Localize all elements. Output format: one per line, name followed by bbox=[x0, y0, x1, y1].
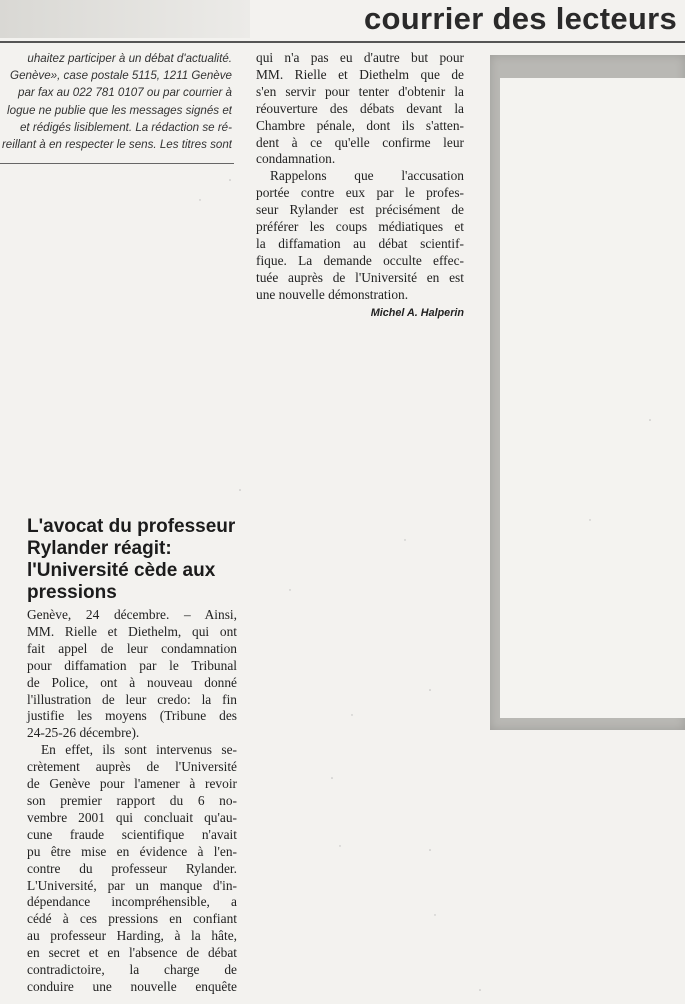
text-line: Genève, 24 décembre. – Ainsi, bbox=[27, 607, 237, 622]
text-line: son premier rapport du 6 no- bbox=[27, 792, 237, 808]
text-line: vembre 2001 qui concluait qu'au- bbox=[27, 809, 237, 825]
intro-line: par fax au 022 781 0107 ou par courrier à bbox=[18, 86, 232, 100]
intro-line: logue ne publie que les messages signés et bbox=[7, 103, 232, 117]
intro-notice bbox=[0, 50, 232, 153]
section-title: courrier des lecteurs bbox=[364, 1, 677, 36]
text-line: condamnation. bbox=[256, 151, 336, 167]
text-line: de Police, ont à nouveau donné bbox=[27, 674, 237, 690]
text-line: contre du professeur Rylander. bbox=[27, 860, 237, 876]
article-body-column bbox=[27, 607, 237, 996]
text-line: 24-25-26 décembre). bbox=[27, 725, 140, 741]
text-line: de Genève pour l'amener à revoir bbox=[27, 776, 237, 792]
intro-line: Genève», case postale 5115, 1211 Genève bbox=[10, 69, 232, 83]
text-line: au professeur Harding, à la hâte, bbox=[27, 928, 237, 944]
text-line: tuée auprès de l'Université en est bbox=[256, 269, 464, 285]
headline-line: l'Université cède aux bbox=[27, 560, 216, 581]
text-line: la diffamation au débat scientif- bbox=[256, 235, 464, 251]
text-line: pour diffamation par le Tribunal bbox=[27, 657, 237, 673]
text-line: cédé à ces pressions en confiant bbox=[27, 911, 237, 927]
intro-divider bbox=[0, 163, 234, 164]
text-line: fait appel de leur condamnation bbox=[27, 640, 237, 656]
text-line: pu être mise en évidence à l'en- bbox=[27, 843, 237, 859]
article-headline bbox=[27, 516, 262, 604]
letter-continuation-column bbox=[256, 50, 464, 319]
text-line: s'en servir pour tenter d'obtenir la bbox=[256, 83, 464, 99]
intro-line: reillant à en respecter le sens. Les titres sont bbox=[1, 138, 232, 152]
text-line: seur Rylander est précisément de bbox=[256, 202, 464, 218]
text-line: une nouvelle démonstration. bbox=[256, 286, 409, 302]
headline-line: L'avocat du professeur bbox=[27, 516, 236, 537]
text-line: l'illustration de leur credo: la fin bbox=[27, 691, 237, 707]
text-line: Rappelons que l'accusation bbox=[270, 168, 464, 184]
text-line: Chambre pénale, dont ils s'atten- bbox=[256, 117, 464, 133]
text-line: contradictoire, la charge de bbox=[27, 962, 237, 978]
text-line: qui n'a pas eu d'autre but pour bbox=[256, 50, 464, 65]
text-line: dépendance incompréhensible, a bbox=[27, 894, 237, 910]
text-line: fique. La demande occulte effec- bbox=[256, 252, 464, 268]
headline-line: pressions bbox=[27, 582, 117, 603]
text-line: réouverture des débats devant la bbox=[256, 100, 464, 116]
text-line: L'Université, par un manque d'in- bbox=[27, 877, 237, 893]
header-rule bbox=[0, 41, 685, 43]
intro-line: uhaitez participer à un débat d'actualité. bbox=[27, 52, 232, 65]
text-line: En effet, ils sont intervenus se- bbox=[41, 742, 237, 758]
text-line: MM. Rielle et Diethelm que de bbox=[256, 66, 464, 82]
text-line: justifie les moyens (Tribune des bbox=[27, 708, 237, 724]
text-line: MM. Rielle et Diethelm, qui ont bbox=[27, 623, 237, 639]
bleed-through-banner bbox=[0, 0, 250, 38]
adjacent-panel-body bbox=[500, 78, 685, 718]
letter-signature: Michel A. Halperin bbox=[370, 306, 464, 319]
text-line: portée contre eux par le profes- bbox=[256, 185, 464, 201]
text-line: préférer les coups médiatiques et bbox=[256, 219, 464, 235]
text-line: conduire une nouvelle enquête bbox=[27, 978, 237, 994]
text-line: cune fraude scientifique n'avait bbox=[27, 826, 237, 842]
intro-line: et rédigés lisiblement. La rédaction se ré- bbox=[19, 120, 232, 134]
text-line: dent à ce qu'elle confirme leur bbox=[256, 134, 464, 150]
headline-line: Rylander réagit: bbox=[27, 538, 172, 559]
text-line: en secret et en l'absence de débat bbox=[27, 945, 237, 961]
text-line: crètement auprès de l'Université bbox=[27, 759, 237, 775]
